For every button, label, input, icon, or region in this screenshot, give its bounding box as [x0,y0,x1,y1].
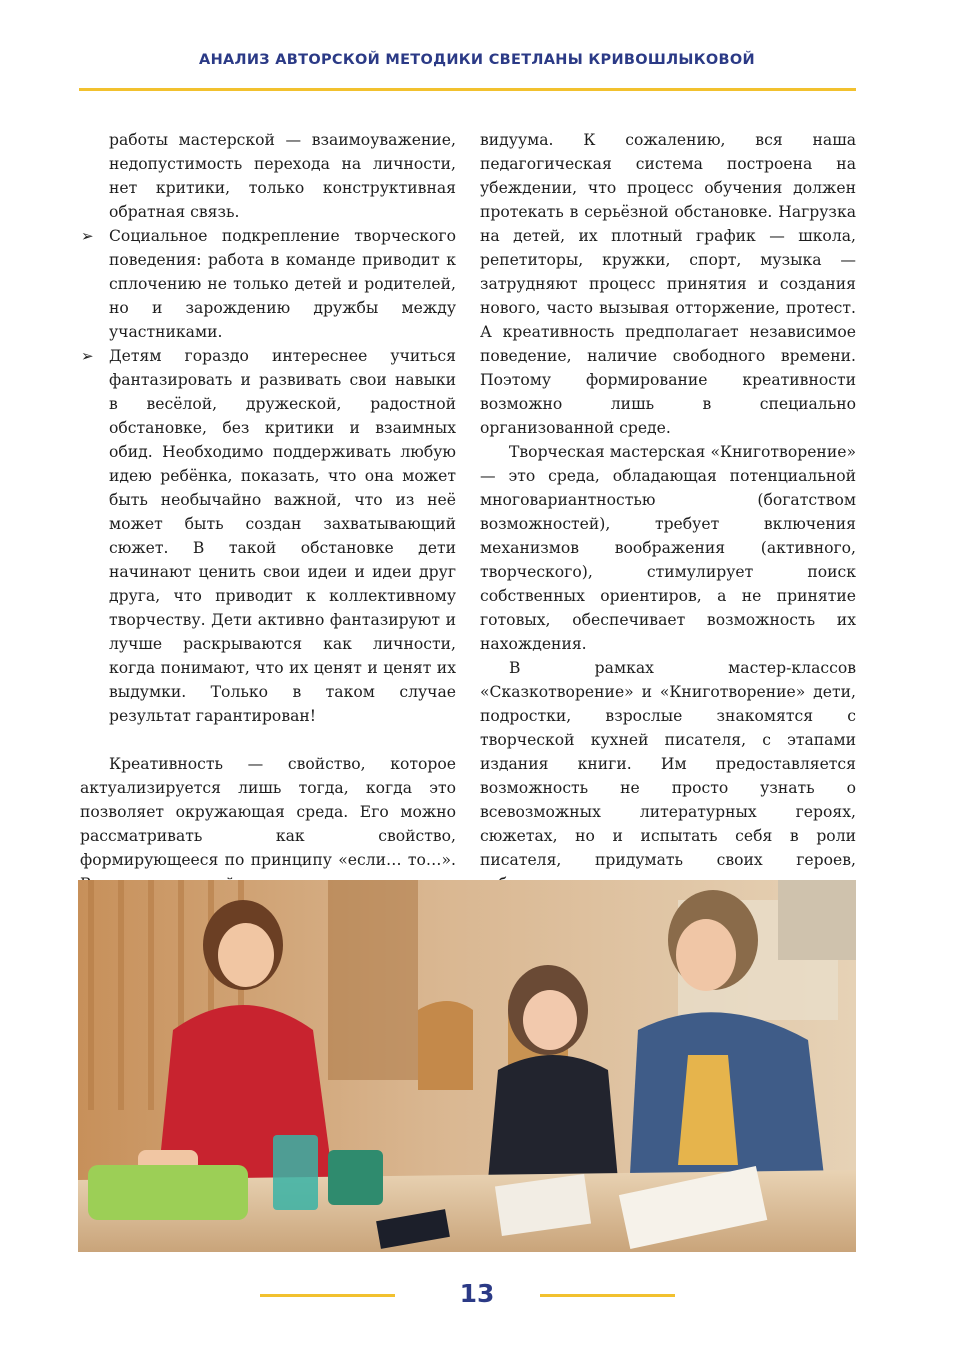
right-column [480,128,856,944]
left-column [80,128,456,920]
arrowhead-bullet-icon: ➢ [81,347,94,365]
list-item [80,344,456,728]
body-paragraph: В рамках мастер-классов «Сказкотворение» и «Книготворение» дети, подростки, взрослые знакомятся с творческой кухней писателя, с этапами издания книги. Им предоставляется возможность не просто узнать о всевозможных литературных героях, сюжетах, но и испытать себя в роли писателя, придумать своих героев, [480,659,856,869]
bullet-list [80,224,456,728]
arrowhead-bullet-icon: ➢ [81,227,94,245]
list-item-text: Детям гораздо интереснее учиться фантазировать и развивать свои навыки в весёлой, дружеской, радостной обстановке, без критики и взаимных обид. Необходимо поддерживать любую идею ребёнка, показать, что она может быть необычайно важной, что из неё может быть создан захватывающий сюжет. В такой обстановке дети начинают ценить свои идеи и идеи друг друга, что приводит к коллективному творчеству. Дети активно фантазируют и лучше раскрываются как личности, когда понимают, что их ценят и ценят их выдумки. Только в таком случае результат гарантирован! [109,347,456,725]
paragraph-gap [80,728,456,752]
body-paragraph: Креативность — свойство, которое актуализируется лишь тогда, когда это позволяет окружающая среда. Его можно рассматривать как свойство, формирующееся по принципу «если… то…». [80,755,456,869]
header-divider [79,88,856,91]
running-head: АНАЛИЗ АВТОРСКОЙ МЕТОДИКИ СВЕТЛАНЫ КРИВОШЛЫКОВОЙ [199,52,755,68]
page-number: 13 [459,1279,495,1308]
workshop-photo [78,880,856,1252]
body-paragraph: Творческая мастерская «Книготворение» — это среда, обладающая потенциальной многовариантностью (богатством возможностей), требует включения механизмов воображения (активного, творческого), стимулирует поиск собственных ориентиров, а не принятие готовых, обеспечивает возможность их нахождения. [480,443,856,653]
list-item-text: Социальное подкрепление творческого поведения: работа в команде приводит к сплочению не только детей и родителей, но и зарождению дружбы между участниками. [109,227,456,341]
footer-rule-right [540,1294,675,1297]
continuation-text: работы мастерской — взаимоуважение, недопустимость перехода на личности, нет критики, только конструктивная обратная связь. [109,131,456,221]
body-paragraph: видуума. К сожалению, вся наша педагогическая система построена на убеждении, что процесс обучения должен протекать в серьёзной обстановке. Нагрузка на детей, их плотный график — школа, репетиторы, кружки, спорт, музыка — затрудняют процесс принятия и создания нового, часто вызывая отторжение, протест. А креативность предполагает независимое поведение, наличие свободного времени. Поэтому формирование креативности возможно лишь в специально организованной среде. [480,131,856,437]
list-item [80,224,456,344]
